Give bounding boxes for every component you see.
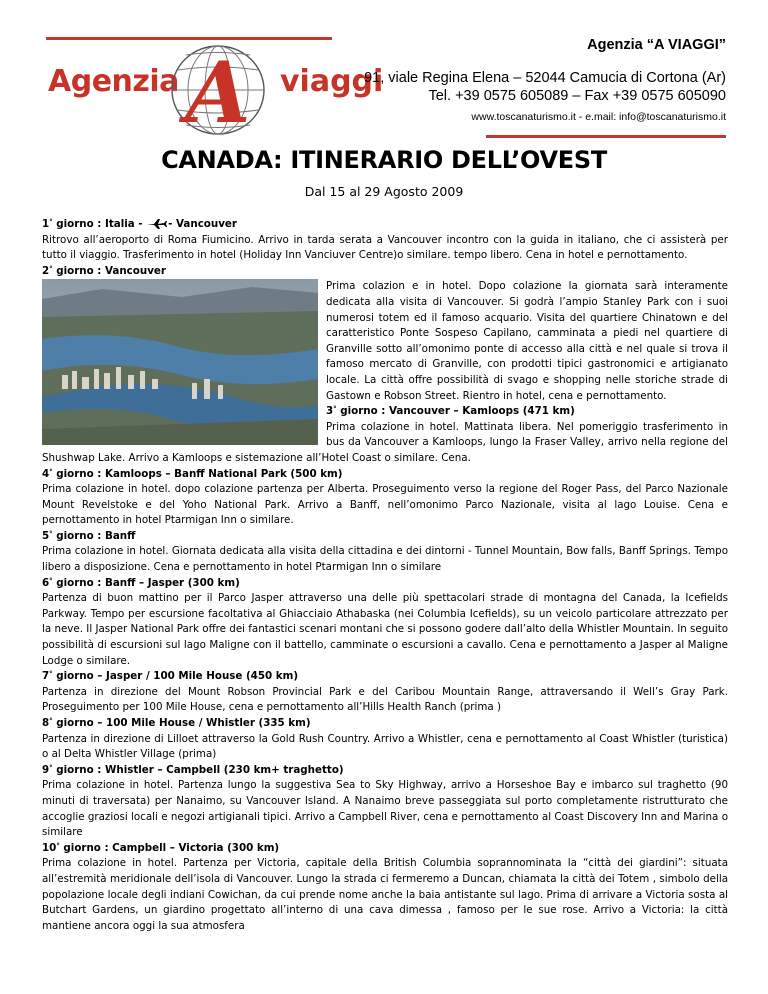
day-heading: 8° giorno – 100 Mile House / Whistler (335 km) <box>42 717 311 729</box>
travel-dates: Dal 15 al 29 Agosto 2009 <box>304 184 464 199</box>
agency-name: Agenzia “A VIAGGI” <box>587 37 726 53</box>
globe-logo-icon <box>158 40 278 140</box>
day-text: Partenza di buon mattino per il Parco Jasper attraverso una delle più spettacolari strade di montagna del Canada, la Icefields Parkway. Tempo per escursione facoltativa al Ghiacciaio Athabaska (nei Columbia Icefields), su un veicolo particolare attrezzato per la neve. Il Jasper National Park offre dei fantastici scenari montani che si possono godere dall’alto della Whistler Mountain. In seguito possibilità di escursioni sul lago Maligne con il battello, camminate o escursioni a cavallo. Cena e pernottamento a Jasper al Maligne Lodge o similare. <box>42 592 728 667</box>
address-line-2: Tel. +39 0575 605089 – Fax +39 0575 605090 <box>428 88 726 104</box>
aerial-photo-vancouver <box>42 279 318 445</box>
logo-letter: A <box>185 43 251 140</box>
day-text: Prima colazione in hotel. dopo colazione partenza per Alberta. Proseguimento verso la regione del Roger Pass, del Parco Nazionale Mount Revelstoke e del Yoho National Park. Arrivo a Banff, nell’omonimo Parco Nazionale, visita al lago Louise. Cena e pernottamento in hotel Ptarmigan Inn o similare. <box>42 483 728 527</box>
day-heading: 6° giorno : Banff – Jasper (300 km) <box>42 576 240 589</box>
day-text: Prima colazione in hotel. Partenza per Victoria, capitale della British Columbia soprannominata la “città dei giardini”: situata all’estremità meridionale dell’isola di Vancouver. Lungo la strada ci fermeremo a Duncan, chiamata la città dei Totem , simbolo della popolazione locale degli indiani Cowichan, da cui prende nome anche la baia antistante sul lago. Prima di arrivare a Victoria sosta al Butchart Gardens, un giardino progettato all’interno di una cava dimessa , famoso per le sue rose. Arrivo a Victoria: la città mantiene ancora oggi la sua atmosfera <box>42 857 728 932</box>
day-heading: 4° giorno : Kamloops – Banff National Park (500 km) <box>42 467 343 480</box>
day-heading: 7° giorno – Jasper / 100 Mile House (450 km) <box>42 670 299 683</box>
web-email: www.toscanaturismo.it - e.mail: info@toscanaturismo.it <box>471 111 726 123</box>
day-text: Partenza in direzione di Lilloet attraverso la Gold Rush Country. Arrivo a Whistler, cena e pernottamento al Coast Whistler (turistica) o al Delta Whistler Village (prima) <box>42 732 728 761</box>
day-heading: 9° giorno : Whistler – Campbell (230 km+ traghetto) <box>42 763 344 776</box>
day-heading: 5° giorno : Banff <box>42 529 136 542</box>
logo-text-right: viaggi <box>280 64 384 99</box>
letterhead <box>0 0 768 150</box>
day-text: Prima colazion e in hotel. Dopo colazione la giornata sarà interamente dedicata alla visita di Vancouver. Si godrà l’ampio Stanley Park con i suoi numerosi totem ed il famoso acquario. Visita del quartiere Chinatown e del caratteristico Ponte Sospeso Capilano, camminata a piedi nel quartiere di Granville sotto all’omonimo ponte di accesso alla città e nel quale si trova il famoso mercato di Granville, con prodotti tipici gastronomici e artigianato locale. La città offre possibilità di svago e shopping nelle storiche strade di Gastown e Robson Street. Rientro in hotel, cena e pernottamento. <box>326 280 728 402</box>
day-text: Prima colazione in hotel. Giornata dedicata alla visita della cittadina e dei dintorni - Tunnel Mountain, Bow falls, Banff Springs. Tempo libero a disposizione. Cena e pernottamento in hotel Ptarmigan Inn o similare <box>42 545 728 574</box>
day-heading: 2° giorno : Vancouver <box>42 264 166 277</box>
day-heading: 3° giorno : Vancouver – Kamloops (471 km) <box>326 405 575 418</box>
address-line-1: 91, viale Regina Elena – 52044 Camucia di Cortona (Ar) <box>364 70 726 86</box>
plane-icon <box>146 219 168 229</box>
day-heading: 10° giorno : Campbell – Victoria (300 km) <box>42 841 280 854</box>
day-text: Ritrovo all’aeroporto di Roma Fiumicino. Arrivo in tarda serata a Vancouver incontro con la guida in italiano, che ci assisterà per tutto il viaggio. Trasferimento in hotel (Holiday Inn Vanciuver Centre)o similare. tempo libero. Cena in hotel e pernottamento. <box>42 233 728 262</box>
day-text: Prima colazione in hotel. Mattinata libera. Nel pomeriggio trasferimento in bus da Vancouver a Kamloops, lungo la Fraser Valley, arrivo nella regione del Shushwap Lake. Arrivo a Kamloops e sistemazione all’Hotel Coast o similare. Cena. <box>42 420 728 464</box>
logo-text-left: Agenzia <box>48 64 179 99</box>
itinerary <box>42 217 728 934</box>
day-text: Prima colazione in hotel. Partenza lungo la suggestiva Sea to Sky Highway, arrivo a Horseshoe Bay e imbarco sul traghetto (90 minuti di traversata) per Nanaimo, su Vancouver Island. A Nanaimo breve passeggiata sul porto completamente ristrutturato che accoglie graziosi locali e negozi artigianali tipici. Arrivo a Campbell River, cena e pernottamento al Coast Discovery Inn and Marina o similare <box>42 779 728 839</box>
page-title: CANADA: ITINERARIO DELL’OVEST <box>161 146 607 174</box>
day-heading: 1° giorno : Italia - - Vancouver <box>42 218 237 230</box>
day-text: Partenza in direzione del Mount Robson Provincial Park e del Caribou Mountain Range, attraversando il Well’s Gray Park. Proseguimento per 100 Mile House, cena e pernottamento all’Hills Health Ranch (prima ) <box>42 685 728 714</box>
header-rule-bottom <box>486 135 726 138</box>
